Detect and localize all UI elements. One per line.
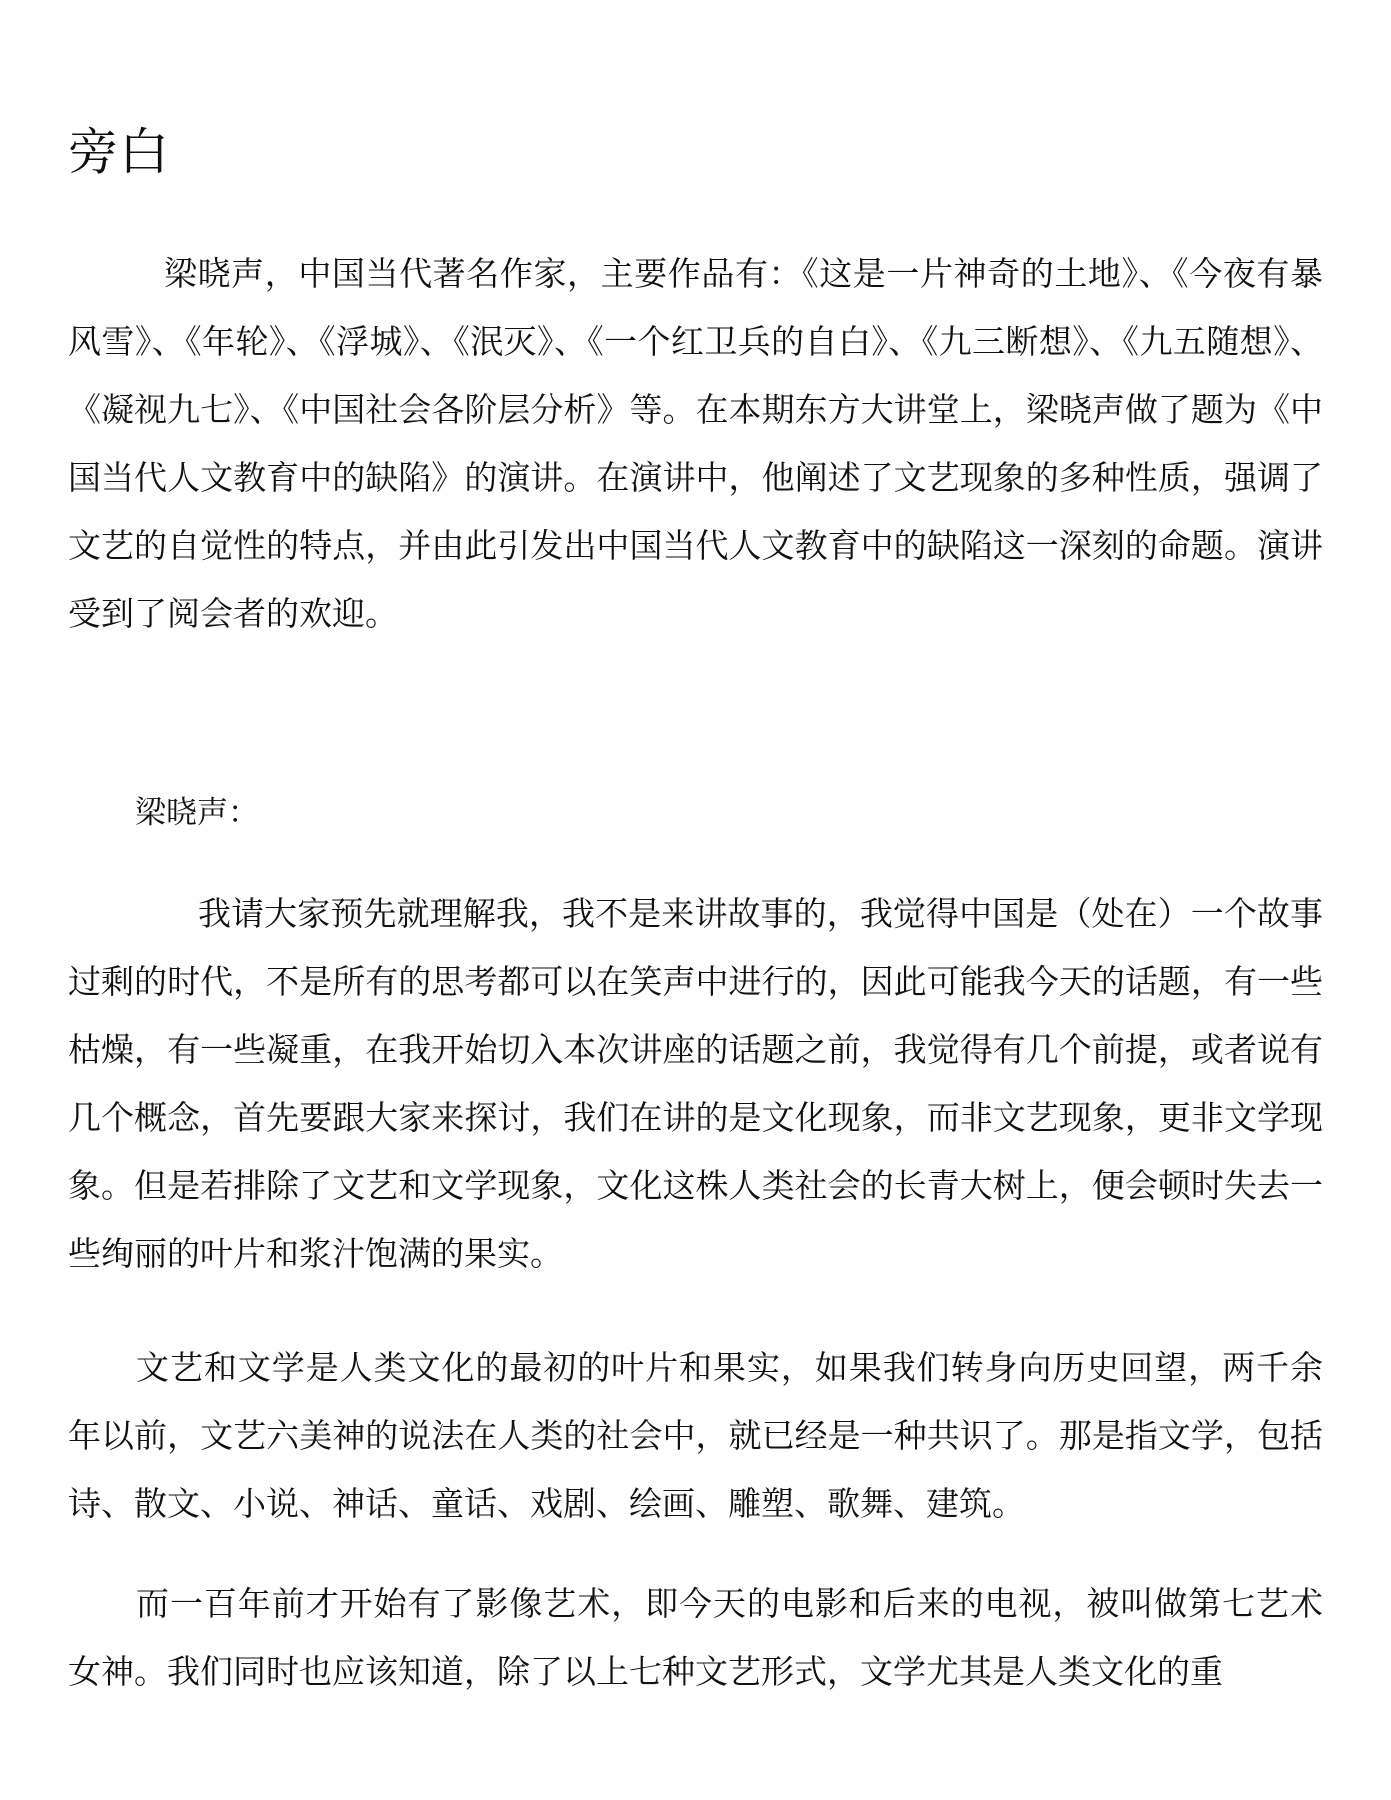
body-paragraph: 我请大家预先就理解我，我不是来讲故事的，我觉得中国是（处在）一个故事过剩的时代，不是所有的思考都可以在笑声中进行的，因此可能我今天的话题，有一些枯燥，有一些凝重，在我开始切入本次讲座的话题之前，我觉得有几个前提，或者说有几个概念，首先要跟大家来探讨，我们在讲的是文化现象，而非文艺现象，更非文学现象。但是若排除了文艺和文学现象，文化这株人类社会的长青大树上，便会顿时失去一些绚丽的叶片和浆汁饱满的果实。 (68, 894, 1323, 1273)
body-paragraph: 而一百年前才开始有了影像艺术，即今天的电影和后来的电视，被叫做第七艺术女神。我们同时也应该知道，除了以上七种文艺形式，文学尤其是人类文化的重 (68, 1584, 1323, 1691)
body-paragraph: 文艺和文学是人类文化的最初的叶片和果实，如果我们转身向历史回望，两千余年以前，文艺六美神的说法在人类的社会中，就已经是一种共识了。那是指文学，包括诗、散文、小说、神话、童话、戏剧、绘画、雕塑、歌舞、建筑。 (68, 1348, 1323, 1523)
speaker-label: 梁晓声： (135, 795, 259, 831)
intro-paragraph: 梁晓声，中国当代著名作家，主要作品有：《这是一片神奇的土地》、《今夜有暴风雪》、《年轮》、《浮城》、《泯灭》、《一个红卫兵的自白》、《九三断想》、《九五随想》、《凝视九七》、《中国社会各阶层分析》等。在本期东方大讲堂上，梁晓声做了题为《中国当代人文教育中的缺陷》的演讲。在演讲中，他阐述了文艺现象的多种性质，强调了文艺的自觉性的特点，并由此引发出中国当代人文教育中的缺陷这一深刻的命题。演讲受到了阅会者的欢迎。 (68, 254, 1323, 633)
page-title: 旁白 (68, 123, 170, 181)
